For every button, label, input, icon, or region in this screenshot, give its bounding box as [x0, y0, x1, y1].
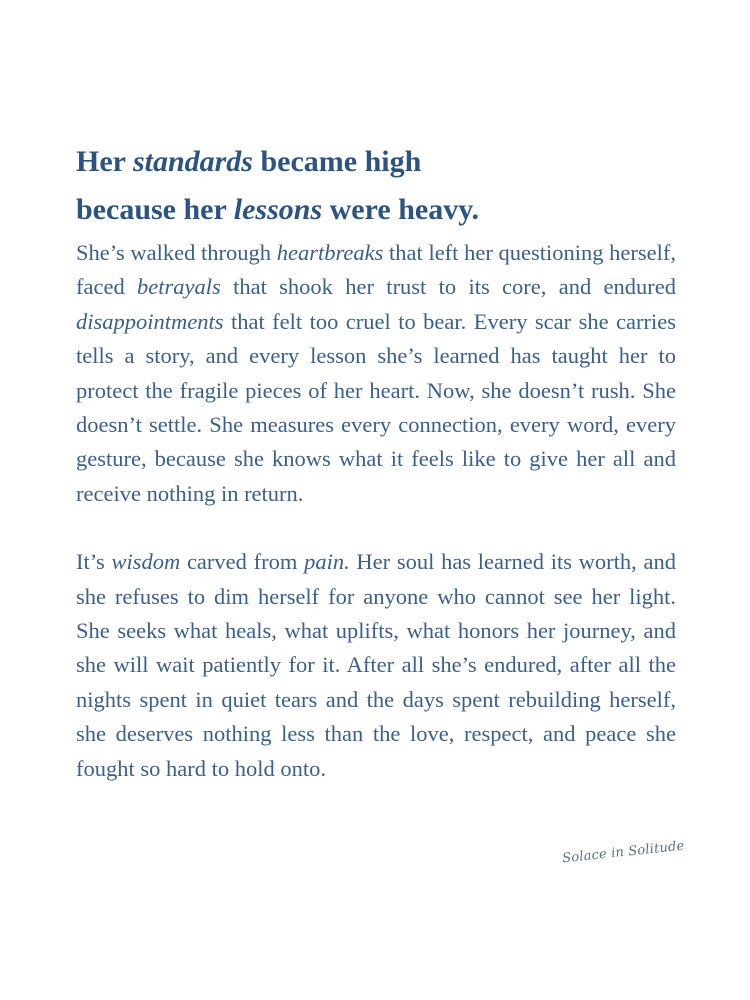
heading-emphasis-standards: standards	[132, 145, 253, 178]
heading-line-2	[76, 186, 676, 234]
p1-text-1: She’s walked through	[76, 240, 277, 265]
heading-line-1-pre: Her	[76, 145, 133, 178]
body-paragraph-1	[76, 236, 676, 511]
p1-emphasis-heartbreaks: heartbreaks	[276, 240, 384, 265]
p2-emphasis-pain: pain.	[304, 549, 350, 575]
p1-emphasis-disappointments: disappointments	[76, 308, 224, 334]
signature-watermark: Solace in Solitude	[561, 838, 686, 867]
p2-text-3: Her soul has learned its worth, and she refuses to dim herself for anyone who cannot see her light. She seeks what heals, what uplifts, what honors her journey, and she will wait patiently for it. After all she’s endured, after all the nights spent in quiet tears and the days spent rebuilding herself, she deserves nothing less than the love, respect, and peace she fought so hard to hold onto.	[76, 549, 676, 781]
p2-emphasis-wisdom: wisdom	[111, 549, 181, 575]
heading-emphasis-lessons: lessons	[233, 193, 323, 226]
p2-text-1: It’s	[76, 549, 112, 575]
p1-emphasis-betrayals: betrayals	[137, 274, 221, 300]
p1-text-4: that felt too cruel to bear. Every scar she carries tells a story, and every lesson she’s learned has taught her to protect the fragile pieces of her heart. Now, she doesn’t rush. She doesn’t settle. She measures every connection, every word, every gesture, because she knows what it feels like to give her all and receive nothing in return.	[76, 308, 676, 506]
quote-content	[76, 138, 676, 786]
quote-heading	[76, 138, 676, 234]
p2-text-2: carved from	[180, 549, 305, 575]
heading-line-2-pre: because her	[76, 193, 234, 226]
heading-line-2-post: were heavy.	[322, 193, 480, 226]
p1-text-2: that left her questioning herself, faced	[76, 240, 676, 300]
heading-line-1-post: became high	[252, 145, 422, 178]
body-paragraph-2	[76, 545, 676, 786]
p1-text-3: that shook her trust to its core, and endured	[220, 274, 676, 300]
heading-line-1	[76, 138, 676, 186]
